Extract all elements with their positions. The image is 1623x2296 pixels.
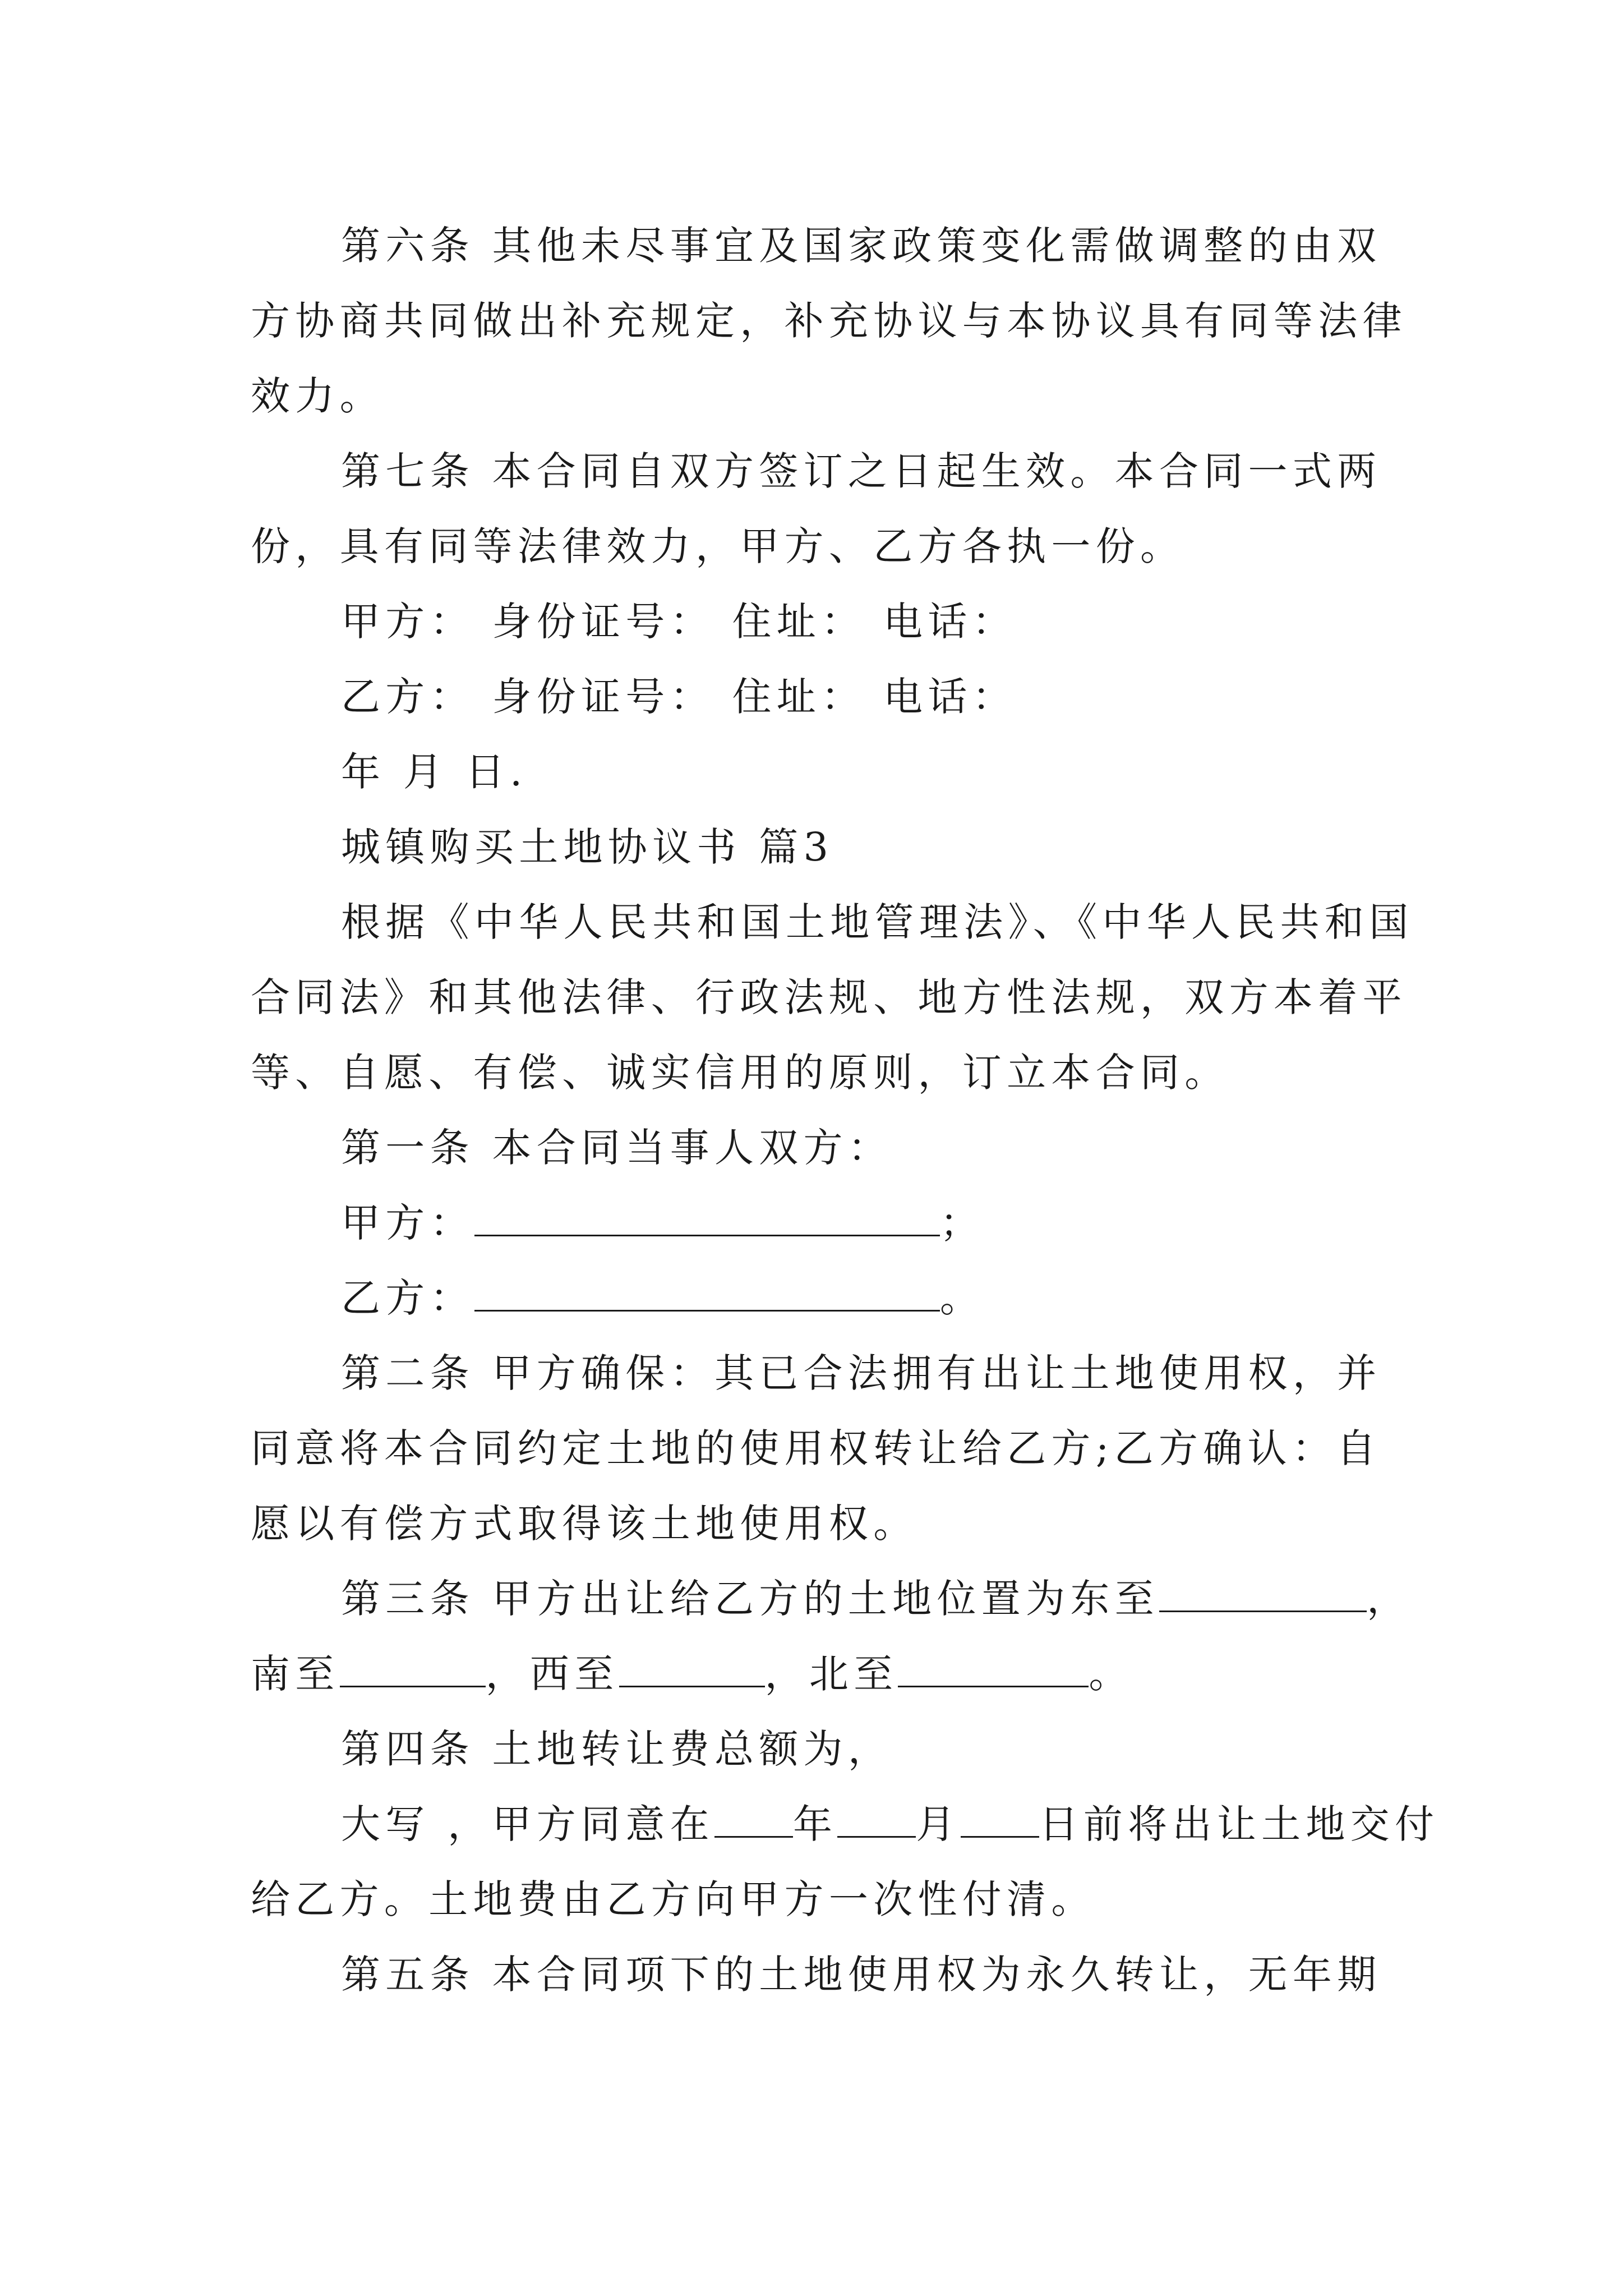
month-blank	[837, 1801, 916, 1838]
month-label: 月	[916, 1801, 961, 1847]
preamble-line-2: 合同法》和其他法律、行政法规、地方性法规，双方本着平	[251, 974, 1407, 1020]
party-a-end: ；	[939, 1200, 985, 1246]
clause-3-line-1	[341, 1571, 1411, 1627]
party-a-blank	[474, 1200, 940, 1236]
clause-1-party-a	[341, 1195, 984, 1251]
clause-5-line-1: 第五条 本合同项下的土地使用权为永久转让，无年期	[341, 1952, 1382, 1998]
clause-2-line-1: 第二条 甲方确保：其已合法拥有出让土地使用权，并	[341, 1350, 1382, 1396]
year-blank	[714, 1801, 793, 1838]
signature-party-a: 甲方： 身份证号： 住址： 电话：	[341, 599, 1017, 645]
clause-4-title: 第四条 土地转让费总额为，	[341, 1726, 893, 1772]
clause-4-line-2	[341, 1796, 1439, 1852]
preamble-line-3: 等、自愿、有偿、诚实信用的原则，订立本合同。	[251, 1050, 1229, 1096]
date-line: 年 月 日.	[341, 749, 528, 795]
article-6-line-3: 效力。	[251, 373, 384, 419]
clause-3-end: 。	[1089, 1651, 1133, 1697]
west-boundary-blank	[619, 1651, 765, 1687]
article-7-line-2: 份，具有同等法律效力，甲方、乙方各执一份。	[251, 523, 1185, 569]
clause-2-line-3: 愿以有偿方式取得该土地使用权。	[251, 1501, 918, 1547]
signature-party-b: 乙方： 身份证号： 住址： 电话：	[341, 674, 1017, 720]
party-b-label: 乙方：	[341, 1275, 474, 1321]
east-boundary-blank	[1159, 1576, 1367, 1612]
clause-4-line-3: 给乙方。土地费由乙方向甲方一次性付清。	[251, 1876, 1096, 1922]
north-boundary-blank	[898, 1651, 1089, 1687]
north-label: ，北至	[764, 1651, 898, 1697]
clause-4-text-b: 日前将出让土地交付	[1039, 1801, 1440, 1847]
article-7-line-1: 第七条 本合同自双方签订之日起生效。本合同一式两	[341, 448, 1382, 494]
clause-3-comma: ，	[1366, 1576, 1412, 1622]
section-title: 城镇购买土地协议书 篇3	[341, 824, 834, 870]
party-b-blank	[474, 1275, 940, 1312]
clause-2-line-2: 同意将本合同约定土地的使用权转让给乙方;乙方确认：自	[251, 1425, 1381, 1471]
south-label: 南至	[251, 1651, 340, 1697]
day-blank	[961, 1801, 1039, 1838]
south-boundary-blank	[340, 1651, 486, 1687]
article-6-line-2: 方协商共同做出补充规定，补充协议与本协议具有同等法律	[251, 298, 1407, 344]
party-b-end: 。	[939, 1275, 985, 1321]
west-label: ，西至	[485, 1651, 619, 1697]
clause-1-title: 第一条 本合同当事人双方：	[341, 1125, 893, 1171]
party-a-label: 甲方：	[341, 1200, 474, 1246]
clause-4-text-a: 大写 ，甲方同意在	[341, 1801, 714, 1847]
clause-3-line-2	[251, 1646, 1133, 1702]
clause-1-party-b	[341, 1270, 984, 1326]
year-label: 年	[792, 1801, 838, 1847]
article-6-line-1: 第六条 其他未尽事宜及国家政策变化需做调整的由双	[341, 223, 1382, 269]
preamble-line-1: 根据《中华人民共和国土地管理法》、《中华人民共和国	[341, 899, 1414, 945]
clause-3-text: 第三条 甲方出让给乙方的土地位置为东至	[341, 1576, 1159, 1622]
